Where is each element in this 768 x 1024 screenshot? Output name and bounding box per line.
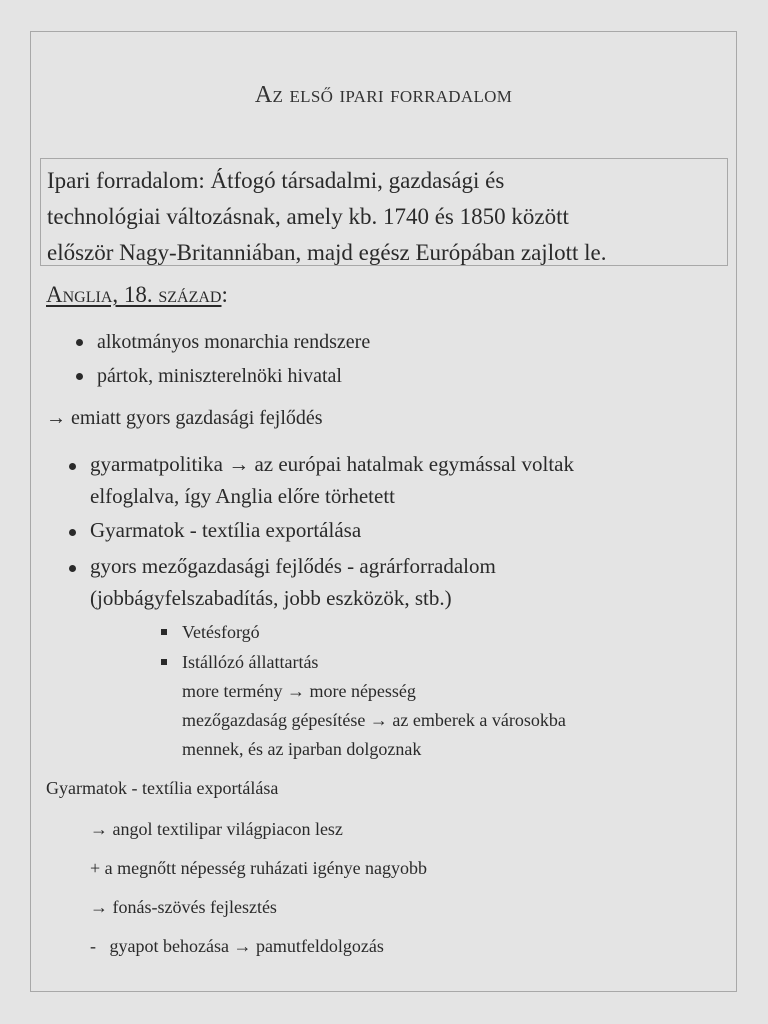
section-heading-colon: : [221, 282, 228, 307]
sub-note: more termény → more népesség [182, 681, 416, 701]
bullet-item-continuation: elfoglalva, így Anglia előre törhetett [90, 484, 395, 508]
sub-note: mennek, és az iparban dolgoznak [182, 739, 422, 759]
bullet-icon [69, 463, 76, 470]
definition-line: technológiai változásnak, amely kb. 1740 és 1850 között [47, 204, 569, 229]
bullet-item: alkotmányos monarchia rendszere [97, 331, 371, 353]
sub-bullet-item: Istállózó állattartás [182, 652, 319, 672]
definition-box [40, 158, 728, 266]
document-page [30, 31, 737, 992]
section-heading-text: Anglia, 18. század [46, 282, 222, 307]
bullet-icon [76, 373, 83, 380]
bullet-item: Gyarmatok - textília exportálása [90, 518, 362, 542]
square-bullet-icon [161, 629, 167, 635]
bullet-item: gyors mezőgazdasági fejlődés - agrárforradalom [90, 554, 496, 578]
footer-line: - gyapot behozása → pamutfeldolgozás [90, 936, 384, 956]
sub-note: mezőgazdaság gépesítése → az emberek a városokba [182, 710, 566, 730]
arrow-line: → emiatt gyors gazdasági fejlődés [46, 407, 323, 429]
page-title: Az első ipari forradalom [254, 82, 513, 108]
square-bullet-icon [161, 659, 167, 665]
bullet-icon [69, 565, 76, 572]
bullet-item: pártok, miniszterelnöki hivatal [97, 365, 342, 387]
footer-line: + a megnőtt népesség ruházati igénye nagyobb [90, 858, 428, 878]
footer-line: → angol textilipar világpiacon lesz [90, 819, 343, 839]
definition-line: Ipari forradalom: Átfogó társadalmi, gazdasági és [47, 168, 505, 193]
bullet-icon [76, 339, 83, 346]
bullet-icon [69, 529, 76, 536]
section-heading [46, 282, 228, 308]
footer-heading: Gyarmatok - textília exportálása [46, 778, 279, 798]
definition-line: először Nagy-Britanniában, majd egész Európában zajlott le. [47, 240, 607, 265]
sub-bullet-item: Vetésforgó [182, 622, 260, 642]
bullet-item: gyarmatpolitika → az európai hatalmak egymással voltak [90, 452, 575, 476]
footer-line: → fonás-szövés fejlesztés [90, 897, 277, 917]
bullet-item-continuation: (jobbágyfelszabadítás, jobb eszközök, stb.) [90, 586, 452, 610]
